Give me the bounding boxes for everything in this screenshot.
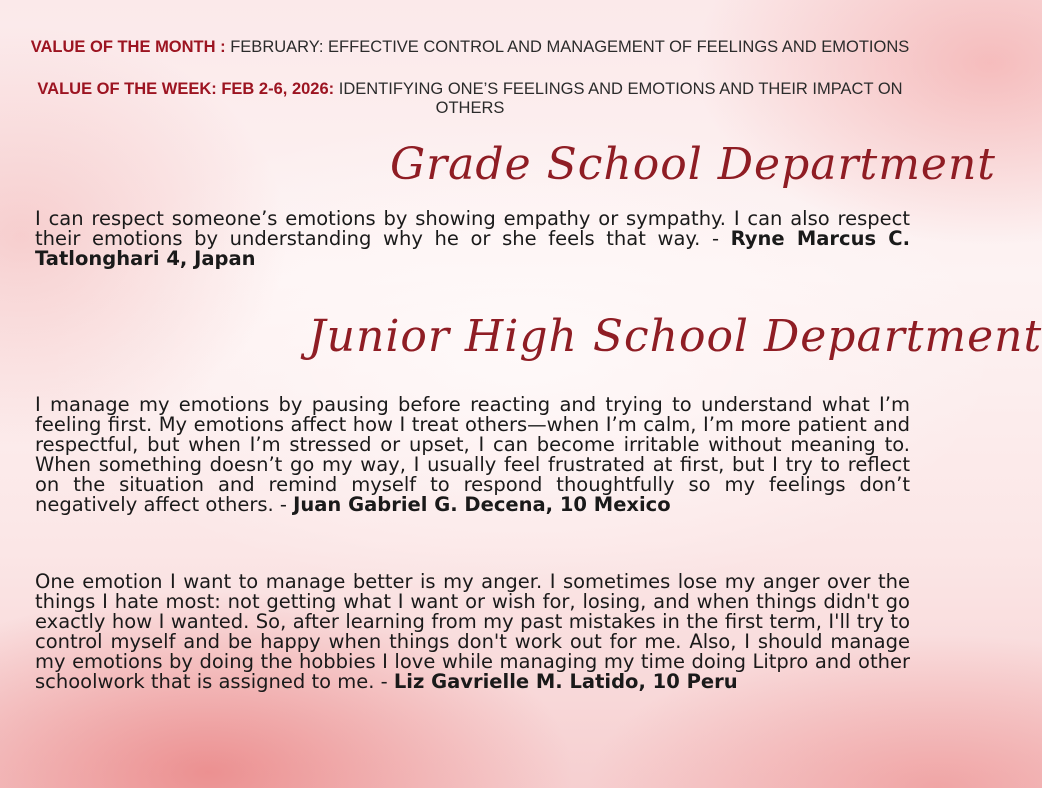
- junior-high-heading: Junior High School Department: [308, 311, 1042, 362]
- month-text: FEBRUARY: EFFECTIVE CONTROL AND MANAGEMENT OF FEELINGS AND EMOTIONS: [225, 38, 910, 56]
- week-label: VALUE OF THE WEEK: FEB 2-6, 2026:: [37, 80, 335, 98]
- grade-school-heading: Grade School Department: [390, 139, 996, 190]
- value-of-the-week: [20, 80, 920, 118]
- entry-text: I can respect someone’s emotions by showing empathy or sympathy. I can also respect their emotions by understanding why he or she feels that way. -: [35, 207, 910, 250]
- grade-school-entry: [35, 209, 910, 269]
- entry-text: I manage my emotions by pausing before reacting and trying to understand what I’m feeling first. My emotions affect how I treat others—when I’m calm, I’m more patient and respectful, but when I’m stressed or upset, I can become irritable without meaning to. When something doesn’t go my way, I usually feel frustrated at first, but I try to reflect on the situation and remind myself to respond thoughtfully so my feelings don’t negatively affect others. -: [35, 393, 910, 516]
- month-label: VALUE OF THE MONTH :: [30, 38, 226, 56]
- entry-text: One emotion I want to manage better is my anger. I sometimes lose my anger over the things I hate most: not getting what I want or wish for, losing, and when things didn't go exactly how I wanted. So, after learning from my past mistakes in the first term, I'll try to control myself and be happy when things don't work out for me. Also, I should manage my emotions by doing the hobbies I love while managing my time doing Litpro and other schoolwork that is assigned to me. -: [35, 570, 910, 693]
- week-text: IDENTIFYING ONE’S FEELINGS AND EMOTIONS AND THEIR IMPACT ON OTHERS: [334, 80, 903, 117]
- value-of-the-month: [20, 38, 920, 57]
- junior-high-entry: [35, 572, 910, 692]
- entry-author: Liz Gavrielle M. Latido, 10 Peru: [393, 670, 738, 693]
- entry-author: Ryne Marcus C. Tatlonghari 4, Japan: [35, 227, 910, 270]
- entry-author: Juan Gabriel G. Decena, 10 Mexico: [293, 493, 671, 516]
- junior-high-entry: [35, 395, 910, 515]
